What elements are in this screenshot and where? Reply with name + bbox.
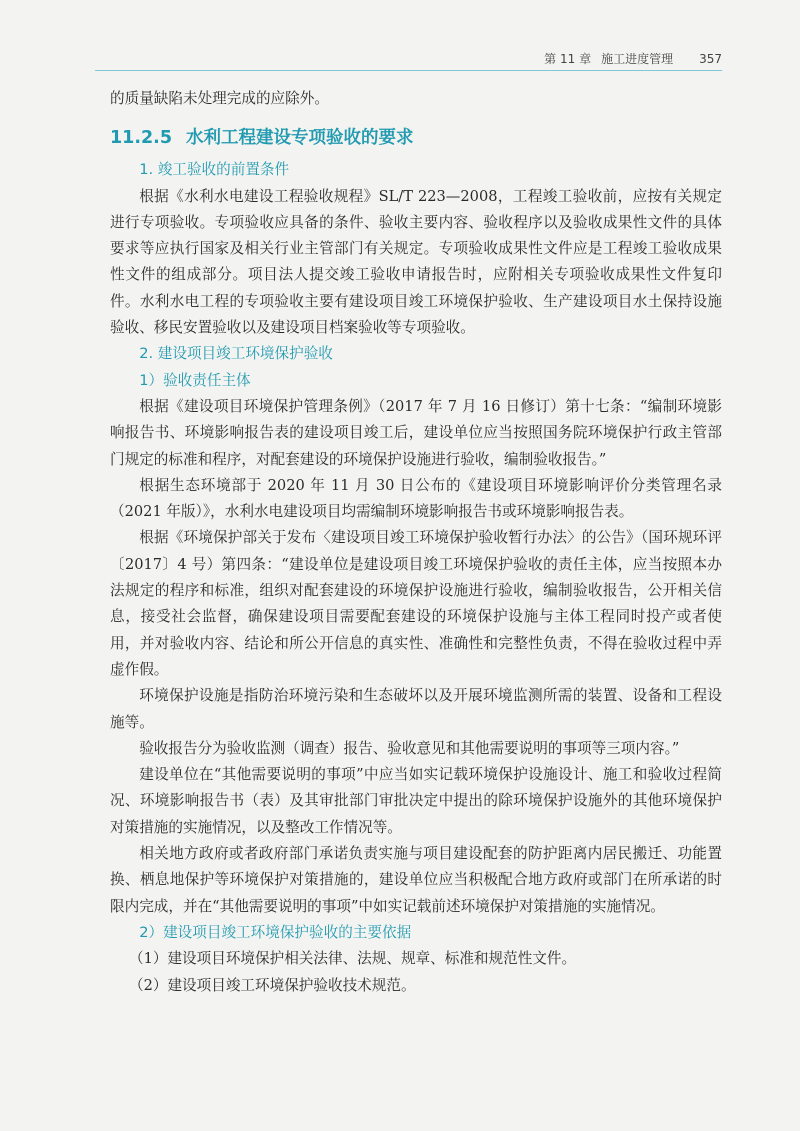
paragraph: 环境保护设施是指防治环境污染和生态破坏以及开展环境监测所需的装置、设备和工程设施等。	[110, 687, 722, 731]
section-number: 11.2.5	[110, 128, 173, 149]
subheading-2: 2. 建设项目竣工环境保护验收	[139, 345, 333, 363]
paragraph: 相关地方政府或者政府部门承诺负责实施与项目建设配套的防护距离内居民搬迁、功能置换、栖息地保护等环境保护对策措施的，建设单位应当积极配合地方政府或部门在所承诺的时限内完成，并在“其他需要说明的事项”中如实记载前述环境保护对策措施的实施情况。	[110, 845, 722, 915]
chapter-title: 施工进度管理	[601, 52, 674, 66]
paragraph: 根据《建设项目环境保护管理条例》（2017 年 7 月 16 日修订）第十七条：“编制环境影响报告书、环境影响报告表的建设项目竣工后，建设单位应当按照国务院环境保护行政主管部门规定的标准和程序，对配套建设的环境保护设施进行验收，编制验收报告。”	[110, 397, 722, 468]
chapter-number: 第 11 章	[544, 52, 592, 66]
subheading-2-2: 2）建设项目竣工环境保护验收的主要依据	[139, 923, 412, 941]
list-item: （2）建设项目竣工环境保护验收技术规范。	[128, 976, 416, 994]
section-heading	[110, 125, 722, 151]
paragraph: 根据生态环境部于 2020 年 11 月 30 日公布的《建设项目环境影响评价分类管理名录（2021 年版）》，水利水电建设项目均需编制环境影响报告书或环境影响报告表。	[110, 476, 722, 521]
paragraph: 根据《环境保护部关于发布〈建设项目竣工环境保护验收暂行办法〉的公告》（国环规环评〔2017〕4 号）第四条：“建设单位是建设项目竣工环境保护验收的责任主体，应当按照本办法规定的程序和标准，组织对配套建设的环境保护设施进行验收，编制验收报告，公开相关信息，接受社会监督，确保建设项目需要配套建设的环境保护设施与主体工程同时投产或者使用，并对验收内容、结论和所公开信息的真实性、准确性和完整性负责，不得在验收过程中弄虚作假。	[110, 529, 722, 678]
section-title: 水利工程建设专项验收的要求	[186, 128, 414, 149]
page-number: 357	[699, 52, 722, 66]
page-body	[110, 86, 722, 999]
header-rule	[95, 70, 722, 71]
paragraph: 验收报告分为验收监测（调查）报告、验收意见和其他需要说明的事项等三项内容。”	[139, 739, 680, 757]
paragraph: 根据《水利水电建设工程验收规程》SL/T 223—2008，工程竣工验收前，应按有关规定进行专项验收。专项验收应具备的条件、验收主要内容、验收程序以及验收成果性文件的具体要求等应执行国家及相关行业主管部门有关规定。专项验收成果性文件应是工程竣工验收成果性文件的组成部分。项目法人提交竣工验收申请报告时，应附相关专项验收成果性文件复印件。水利水电工程的专项验收主要有建设项目竣工环境保护验收、生产建设项目水土保持设施验收、移民安置验收以及建设项目档案验收等专项验收。	[110, 187, 722, 337]
continuation-text: 的质量缺陷未处理完成的应除外。	[110, 90, 329, 107]
running-header	[544, 50, 722, 67]
list-item: （1）建设项目环境保护相关法律、法规、规章、标准和规范性文件。	[128, 950, 577, 968]
subheading-1: 1. 竣工验收的前置条件	[139, 161, 290, 179]
paragraph: 建设单位在“其他需要说明的事项”中应当如实记载环境保护设施设计、施工和验收过程简况、环境影响报告书（表）及其审批部门审批决定中提出的除环境保护设施外的其他环境保护对策措施的实施情况，以及整改工作情况等。	[110, 766, 722, 836]
subheading-2-1: 1）验收责任主体	[139, 371, 251, 389]
